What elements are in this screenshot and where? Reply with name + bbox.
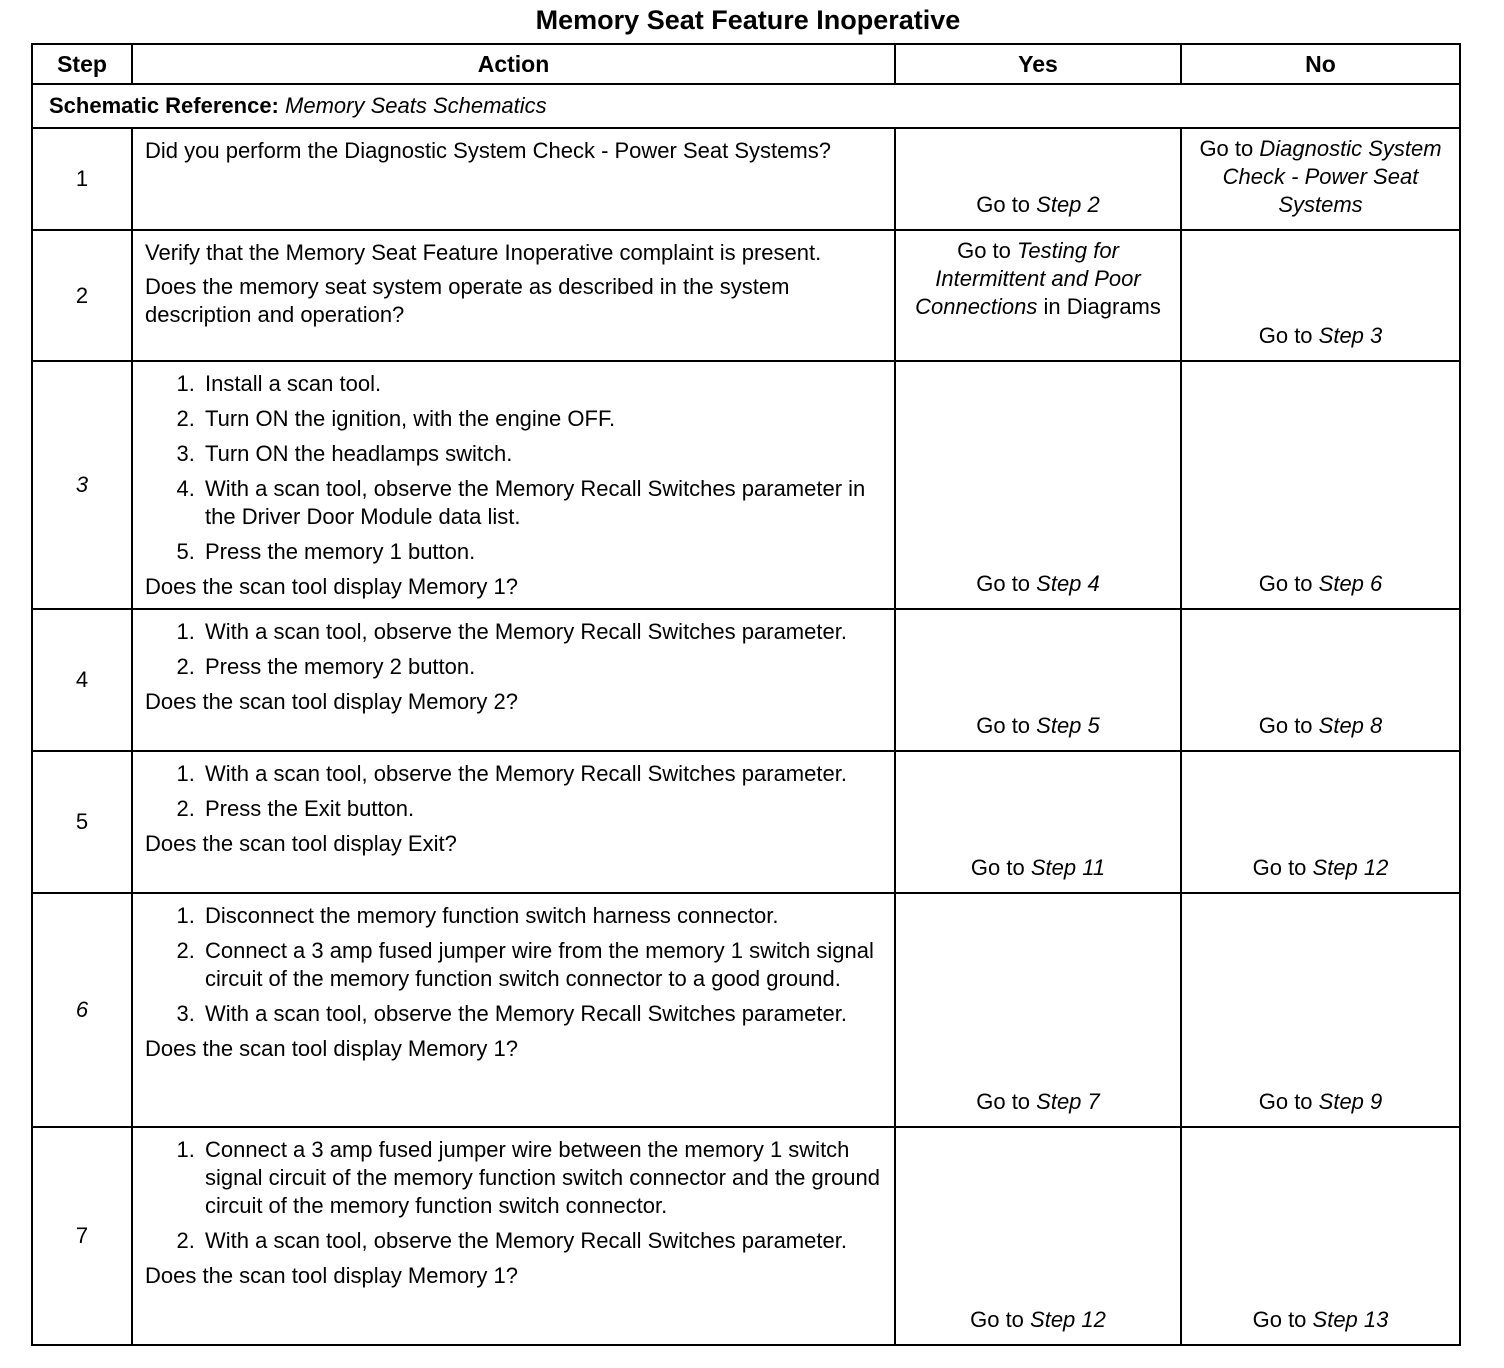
diagnostic-table (31, 43, 1461, 1346)
action-cell (132, 609, 895, 751)
header-no: No (1181, 44, 1460, 84)
no-cell (1181, 230, 1460, 361)
action-cell (132, 230, 895, 361)
action-question: Does the scan tool display Memory 2? (145, 689, 518, 714)
yes-cell (895, 609, 1181, 751)
table-row (32, 609, 1460, 751)
yes-suffix: in Diagrams (1037, 294, 1161, 319)
yes-prefix: Go to (976, 571, 1037, 596)
list-item: 1. Connect a 3 amp fused jumper wire between the memory 1 switch signal circuit of the memory function switch connector and the ground circuit of the memory function switch connector. (201, 1136, 884, 1220)
step-number: 1 (32, 128, 132, 230)
step-number: 4 (32, 609, 132, 751)
no-link[interactable]: Step 12 (1312, 855, 1389, 880)
yes-prefix: Go to (970, 855, 1031, 880)
no-prefix: Go to (1258, 1089, 1319, 1114)
list-item: 5. Press the memory 1 button. (201, 538, 884, 566)
schematic-reference (32, 84, 1460, 128)
no-link[interactable]: Step 3 (1318, 323, 1383, 348)
procedure-list (145, 618, 884, 681)
no-cell (1181, 751, 1460, 893)
yes-cell (895, 128, 1181, 230)
table-row (32, 128, 1460, 230)
no-prefix: Go to (1258, 713, 1319, 738)
yes-link[interactable]: Step 12 (1030, 1307, 1106, 1332)
action-cell (132, 893, 895, 1127)
no-prefix: Go to (1258, 571, 1319, 596)
table-row (32, 893, 1460, 1127)
yes-link[interactable]: Step 2 (1036, 192, 1100, 217)
no-link[interactable]: Step 6 (1318, 571, 1383, 596)
no-prefix: Go to (1252, 855, 1313, 880)
schematic-reference-link[interactable]: Memory Seats Schematics (285, 93, 547, 118)
list-item: 3. With a scan tool, observe the Memory Recall Switches parameter. (201, 1000, 884, 1028)
procedure-list (145, 1136, 884, 1255)
step-number: 7 (32, 1127, 132, 1345)
list-item: 4. With a scan tool, observe the Memory Recall Switches parameter in the Driver Door Module data list. (201, 475, 884, 531)
list-item: 2. Press the memory 2 button. (201, 653, 884, 681)
yes-link[interactable]: Step 11 (1030, 855, 1106, 880)
procedure-list (145, 760, 884, 823)
action-text: Did you perform the Diagnostic System Check - Power Seat Systems? (145, 138, 831, 163)
list-item: 1. With a scan tool, observe the Memory Recall Switches parameter. (201, 760, 884, 788)
no-cell (1181, 893, 1460, 1127)
list-item: 2. Press the Exit button. (201, 795, 884, 823)
no-cell (1181, 1127, 1460, 1345)
yes-link[interactable]: Step 4 (1036, 571, 1100, 596)
list-item: 2. Turn ON the ignition, with the engine OFF. (201, 405, 884, 433)
page-title: Memory Seat Feature Inoperative (535, 5, 961, 35)
action-question: Does the scan tool display Memory 1? (145, 1036, 518, 1061)
yes-cell (895, 361, 1181, 609)
yes-cell (895, 751, 1181, 893)
no-cell (1181, 361, 1460, 609)
list-item: 3. Turn ON the headlamps switch. (201, 440, 884, 468)
no-cell (1181, 609, 1460, 751)
action-question: Does the memory seat system operate as described in the system description and operation? (145, 274, 790, 327)
no-link[interactable]: Diagnostic System Check - Power Seat Systems (1222, 136, 1442, 217)
header-yes: Yes (895, 44, 1181, 84)
action-cell (132, 751, 895, 893)
yes-link[interactable]: Step 7 (1036, 1089, 1100, 1114)
no-prefix: Go to (1252, 1307, 1313, 1332)
action-text: Verify that the Memory Seat Feature Inoperative complaint is present. (145, 240, 822, 265)
action-cell (132, 361, 895, 609)
step-number: 5 (32, 751, 132, 893)
schematic-reference-label: Schematic Reference: (49, 93, 279, 118)
schematic-reference-row (32, 84, 1460, 128)
header-step: Step (32, 44, 132, 84)
list-item: 2. With a scan tool, observe the Memory Recall Switches parameter. (201, 1227, 884, 1255)
no-prefix: Go to (1258, 323, 1319, 348)
yes-link[interactable]: Step 5 (1036, 713, 1100, 738)
table-row (32, 361, 1460, 609)
table-row (32, 751, 1460, 893)
action-cell (132, 1127, 895, 1345)
yes-cell (895, 230, 1181, 361)
yes-link[interactable]: Testing for Intermittent and Poor Connections (915, 238, 1141, 319)
action-cell (132, 128, 895, 230)
yes-prefix: Go to (976, 192, 1037, 217)
list-item: 1. Install a scan tool. (201, 370, 884, 398)
action-question: Does the scan tool display Memory 1? (145, 574, 518, 599)
list-item: 1. Disconnect the memory function switch harness connector. (201, 902, 884, 930)
header-action: Action (132, 44, 895, 84)
yes-prefix: Go to (976, 1089, 1037, 1114)
list-item: 1. With a scan tool, observe the Memory Recall Switches parameter. (201, 618, 884, 646)
procedure-list (145, 902, 884, 1028)
yes-prefix: Go to (970, 1307, 1031, 1332)
table-row (32, 1127, 1460, 1345)
no-prefix: Go to (1199, 136, 1260, 161)
no-cell (1181, 128, 1460, 230)
action-question: Does the scan tool display Exit? (145, 831, 457, 856)
list-item: 2. Connect a 3 amp fused jumper wire from the memory 1 switch signal circuit of the memory function switch connector to a good ground. (201, 937, 884, 993)
yes-prefix: Go to (976, 713, 1037, 738)
header-row (32, 44, 1460, 84)
yes-prefix: Go to (957, 238, 1017, 263)
table-row (32, 230, 1460, 361)
action-question: Does the scan tool display Memory 1? (145, 1263, 518, 1288)
yes-cell (895, 1127, 1181, 1345)
step-number: 3 (32, 361, 132, 609)
procedure-list (145, 370, 884, 566)
no-link[interactable]: Step 8 (1318, 713, 1383, 738)
no-link[interactable]: Step 9 (1318, 1089, 1383, 1114)
step-number: 6 (32, 893, 132, 1127)
yes-cell (895, 893, 1181, 1127)
no-link[interactable]: Step 13 (1312, 1307, 1389, 1332)
step-number: 2 (32, 230, 132, 361)
